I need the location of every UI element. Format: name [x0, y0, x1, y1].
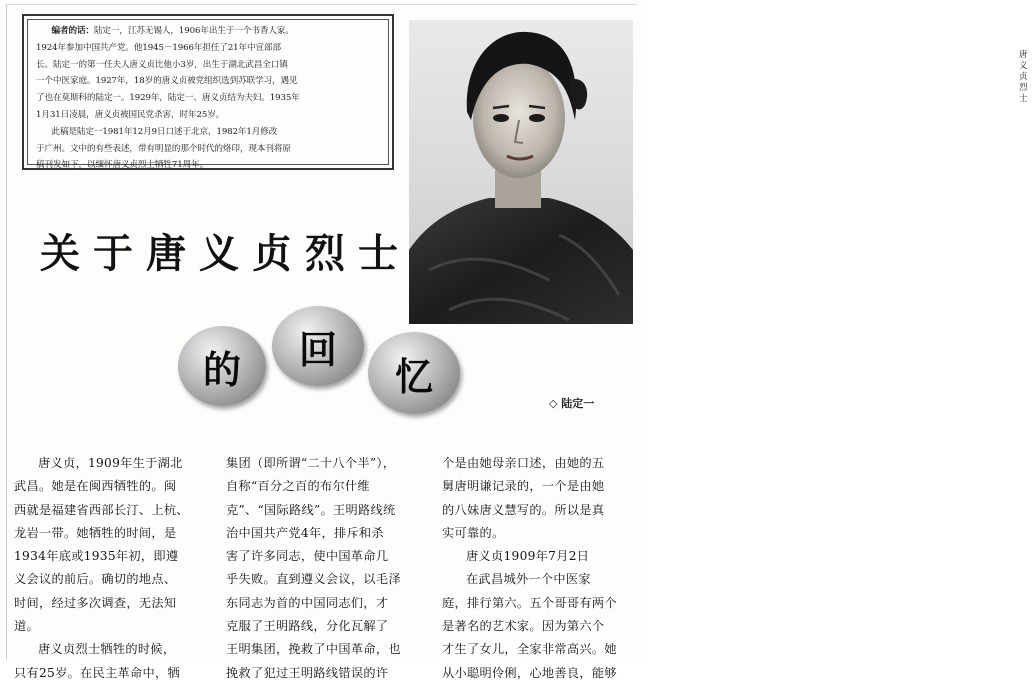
- body-line: 唐义贞，1909年生于湖北: [38, 456, 183, 470]
- body-line: 龙岩一带。她牺牲的时间，是: [14, 525, 177, 540]
- body-line: 集团（即所谓“二十八个半”），: [226, 456, 396, 470]
- note-line: [36, 41, 380, 56]
- title-bubble-char: 回: [298, 327, 337, 372]
- note-text: 1月31日凌晨，唐义贞被国民党杀害，时年25岁。: [36, 109, 225, 120]
- body-line: 克服了王明路线，分化瓦解了: [226, 619, 389, 634]
- editor-note-box: [22, 14, 394, 170]
- note-line: [36, 74, 380, 89]
- note-text: 了也在莫斯科的陆定一。1929年，陆定一、唐义贞结为夫妇。1935年: [36, 93, 300, 104]
- body-line: 王明集团，挽救了中国革命，也: [226, 642, 401, 657]
- note-text: 于广州。文中的有些表述，带有明显的那个时代的烙印，现本刊将原: [36, 143, 291, 154]
- body-line: 才生了女儿，全家非常高兴。她: [442, 642, 617, 657]
- body-line: 唐义贞1909年7月2日: [466, 549, 590, 564]
- note-text: 稿刊发如下，以缅怀唐义贞烈士牺牲71周年。: [36, 160, 209, 171]
- body-column-3: [442, 452, 632, 685]
- body-line: 是著名的艺术家。因为第六个: [442, 619, 605, 634]
- note-text: 陆定一，江苏无锡人，1906年出生于一个书香人家。: [93, 26, 294, 36]
- editor-note-inner: [27, 19, 389, 171]
- body-line: 乎失败。直到遵义会议，以毛泽: [226, 572, 401, 587]
- photo-caption: 唐义贞烈士: [1019, 50, 1028, 104]
- body-line: 治中国共产党4年，排斥和杀: [226, 525, 384, 540]
- title-bubble-char: 忆: [394, 354, 433, 399]
- note-text: 1924年参加中国共产党。他1945－1966年担任了21年中宣部部: [36, 42, 282, 53]
- title-bubble: [368, 332, 460, 414]
- title-bubble-char: 的: [202, 347, 241, 392]
- article-title: 关于唐义贞烈士: [40, 231, 411, 277]
- note-text: 长。陆定一的第一任夫人唐义贞比他小3岁，出生于湖北武昌全口镇: [36, 59, 288, 70]
- body-line: 在武昌城外一个中医家: [466, 572, 591, 587]
- body-line: 克”、“国际路线”。王明路线统: [226, 502, 396, 517]
- body-line: 挽救了犯过王明路线错误的许: [226, 665, 389, 680]
- body-line: 道。: [14, 619, 39, 634]
- title-bubble: [178, 326, 266, 406]
- body-line: 自称“百分之百的布尔什维: [226, 479, 370, 494]
- note-line: [36, 125, 380, 140]
- body-line: 只有25岁。在民主革命中，牺: [14, 665, 180, 680]
- body-line: 义会议的前后。确切的地点、: [14, 572, 177, 587]
- note-label: 编者的话：: [51, 26, 94, 36]
- note-line: [36, 58, 380, 73]
- body-line: 庭，排行第六。五个哥哥有两个: [442, 595, 617, 610]
- body-line: 武昌。她是在闽西牺牲的。闽: [14, 479, 177, 494]
- note-line: [36, 158, 380, 173]
- body-line: 东同志为首的中国同志们，才: [226, 595, 389, 610]
- note-line: [36, 142, 380, 157]
- title-bubble: [272, 306, 364, 386]
- body-line: 西就是福建省西部长汀、上杭、: [14, 502, 189, 517]
- note-text: 此稿是陆定一1981年12月9日口述于北京，1982年1月修改: [51, 126, 278, 137]
- body-line: 实可靠的。: [442, 525, 505, 540]
- note-line: [36, 108, 380, 123]
- portrait-figure: [409, 20, 633, 324]
- body-line: 时间，经过多次调查，无法知: [14, 595, 177, 610]
- body-line: 舅唐明谦记录的，一个是由她: [442, 479, 605, 494]
- author-byline: ◇ 陆定一: [549, 397, 595, 410]
- body-column-2: [226, 452, 416, 685]
- body-line: 个是由她母亲口述，由她的五: [442, 456, 605, 470]
- body-line: 1934年底或1935年初，即遵: [14, 549, 179, 564]
- body-line: 的八妹唐义慧写的。所以是真: [442, 502, 605, 517]
- body-line: 害了许多同志，使中国革命几: [226, 549, 389, 564]
- portrait-photo: [409, 20, 1028, 324]
- body-column-1: [14, 452, 204, 685]
- body-line: 唐义贞烈士牺牲的时候，: [38, 642, 176, 657]
- body-line: 从小聪明伶俐，心地善良，能够: [442, 665, 617, 680]
- note-text: 一个中医家庭。1927年，18岁的唐义贞被党组织选到苏联学习，遇见: [36, 76, 298, 87]
- note-line: [36, 91, 380, 106]
- note-line: [36, 24, 380, 39]
